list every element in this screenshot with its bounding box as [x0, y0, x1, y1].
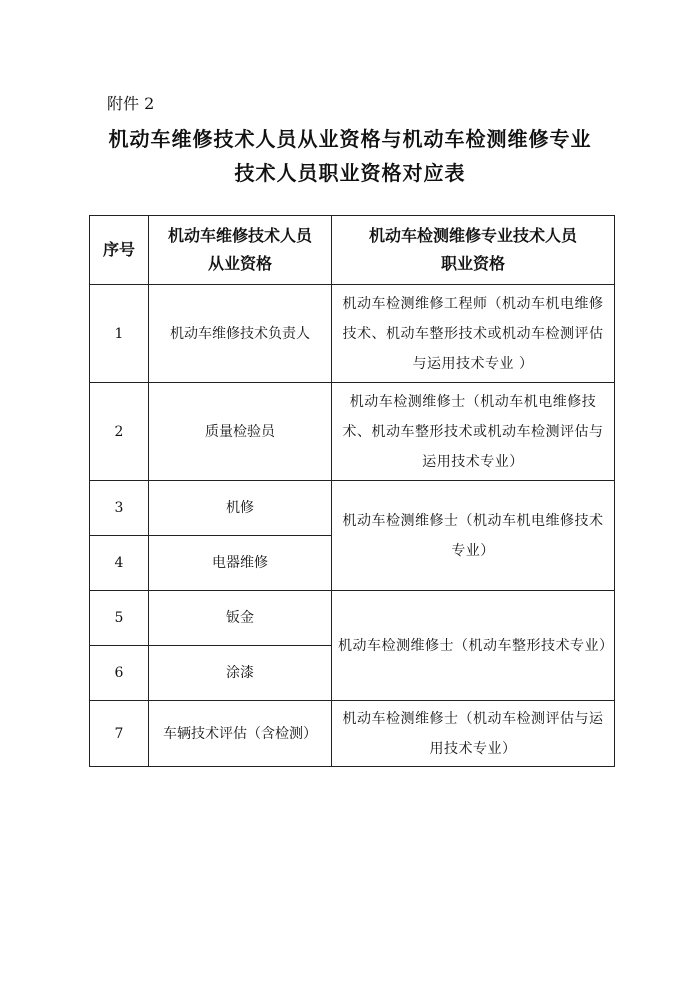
header-practitioner-qualification	[149, 216, 332, 285]
header-seq: 序号	[90, 216, 149, 285]
table-row	[90, 591, 615, 646]
header-col3-line1: 机动车检测维修专业技术人员	[368, 226, 577, 245]
table-row	[90, 701, 615, 767]
row-seq: 3	[90, 481, 149, 536]
row-seq: 7	[90, 701, 149, 767]
row-seq: 4	[90, 536, 149, 591]
attachment-label: 附件 2	[107, 94, 155, 113]
header-col2-line2: 从业资格	[207, 254, 272, 273]
row-professional-qualification: 机动车检测维修士（机动车整形技术专业）	[332, 591, 615, 701]
row-practitioner-qualification: 机动车维修技术负责人	[149, 285, 332, 383]
qualification-table	[89, 215, 615, 767]
row-practitioner-qualification: 车辆技术评估（含检测）	[149, 701, 332, 767]
row-practitioner-qualification: 涂漆	[149, 646, 332, 701]
row-seq: 5	[90, 591, 149, 646]
header-col2-line1: 机动车维修技术人员	[167, 226, 312, 245]
document-title-line-2: 技术人员职业资格对应表	[234, 161, 466, 185]
row-professional-qualification: 机动车检测维修士（机动车机电维修技术专业）	[332, 481, 615, 591]
document-title-line-1: 机动车维修技术人员从业资格与机动车检测维修专业	[108, 127, 592, 151]
row-practitioner-qualification: 钣金	[149, 591, 332, 646]
row-professional-qualification: 机动车检测维修工程师（机动车机电维修技术、机动车整形技术或机动车检测评估与运用技术专业 ）	[332, 285, 615, 383]
row-seq: 6	[90, 646, 149, 701]
row-seq: 2	[90, 383, 149, 481]
header-col3-line2: 职业资格	[440, 254, 505, 273]
row-seq: 1	[90, 285, 149, 383]
table-row	[90, 285, 615, 383]
row-practitioner-qualification: 质量检验员	[149, 383, 332, 481]
header-professional-qualification	[332, 216, 615, 285]
table-row	[90, 383, 615, 481]
row-professional-qualification: 机动车检测维修士（机动车机电维修技术、机动车整形技术或机动车检测评估与运用技术专业）	[332, 383, 615, 481]
row-professional-qualification: 机动车检测维修士（机动车检测评估与运用技术专业）	[332, 701, 615, 767]
table-header-row	[90, 216, 615, 285]
table-row	[90, 481, 615, 536]
row-practitioner-qualification: 机修	[149, 481, 332, 536]
row-practitioner-qualification: 电器维修	[149, 536, 332, 591]
